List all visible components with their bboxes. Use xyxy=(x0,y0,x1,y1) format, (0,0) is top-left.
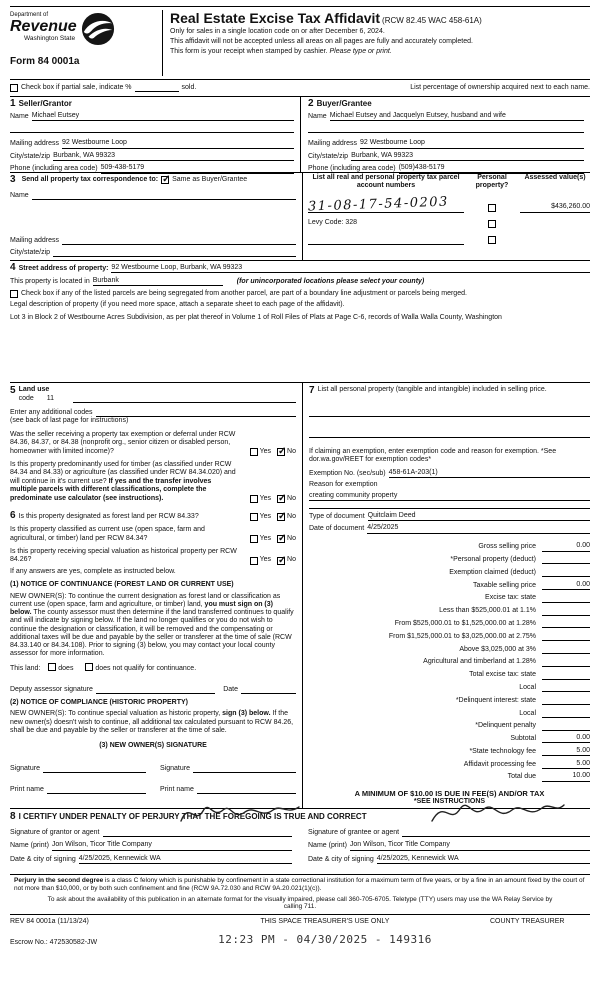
parcel-row-3 xyxy=(308,235,590,245)
section-property-location xyxy=(10,260,590,382)
notice-compliance-title: (2) NOTICE OF COMPLIANCE (HISTORIC PROPERTY) xyxy=(10,698,188,706)
right-column xyxy=(302,383,590,808)
buyer-phone-label: Phone (including area code) xyxy=(308,165,396,173)
exemption-no-label: Exemption No. (sec/sub) xyxy=(309,469,386,477)
located-in-label: This property is located in xyxy=(10,278,90,285)
buyer-section-title: Buyer/Grantee xyxy=(316,99,372,109)
grantee-signature-label: Signature of grantee or agent xyxy=(308,828,400,836)
land-does-qualify-checkbox[interactable] xyxy=(48,663,56,671)
grantee-signature-line[interactable] xyxy=(402,828,590,837)
parcel-number-input[interactable] xyxy=(307,194,464,215)
this-land-row xyxy=(10,663,296,673)
tax-row: Local xyxy=(309,680,590,693)
section7-number: 7 xyxy=(309,385,315,396)
no-label: No xyxy=(287,534,296,542)
tax-row: Affidavit processing fee 5.00 xyxy=(463,759,590,768)
header-note-3: This form is your receipt when stamped by cashier. Please type or print. xyxy=(170,48,392,56)
deputy-assessor-label: Deputy assessor signature xyxy=(10,685,93,693)
header-note-2: This affidavit will not be accepted unless all areas on all pages are fully and accurately completed. xyxy=(170,38,473,46)
rcw-reference: (RCW 82.45 WAC 458-61A) xyxy=(382,16,482,25)
revenue-wordmark: Revenue xyxy=(10,18,77,36)
title-block xyxy=(162,10,590,76)
exemption-no-input[interactable]: 458-61A-203(1) xyxy=(389,469,590,478)
signature-label-2: Signature xyxy=(160,765,190,773)
signature-label-1: Signature xyxy=(10,765,40,773)
dor-block xyxy=(10,10,162,76)
parcel-numbers-header: List all real and personal property tax parcel account numbers xyxy=(312,174,460,190)
page-title: Real Estate Excise Tax Affidavit xyxy=(170,10,381,26)
assessed-values-header: Assessed value(s) xyxy=(524,174,586,181)
buyer-city-label: City/state/zip xyxy=(308,152,349,160)
parcel-row-2 xyxy=(308,219,590,229)
assessed-value-input[interactable]: $436,260.00 xyxy=(520,203,590,213)
minimum-due-note: A MINIMUM OF $10.00 IS DUE IN FEE(S) AND/OR TAX xyxy=(354,788,545,798)
county-treasurer-label: COUNTY TREASURER xyxy=(490,918,565,926)
seller-section-title: Seller/Grantor xyxy=(18,99,72,109)
same-as-buyer-label: Same as Buyer/Grantee xyxy=(172,175,248,183)
tax-row: *Delinquent penalty xyxy=(309,718,590,731)
certify-statement: I CERTIFY UNDER PENALTY OF PERJURY THAT THE FOREGOING IS TRUE AND CORRECT xyxy=(18,812,367,822)
seller-phone-label: Phone (including area code) xyxy=(10,165,98,173)
buyer-section-number: 2 xyxy=(308,98,314,109)
parcel-row-1 xyxy=(307,194,590,215)
dept-of-label: Department of xyxy=(10,12,49,18)
section8-number: 8 xyxy=(10,811,16,823)
personal-property-checkbox-2[interactable] xyxy=(488,220,496,228)
grantor-signature-line[interactable] xyxy=(103,828,292,837)
tax-row: Agricultural and timberland at 1.28% xyxy=(309,654,590,667)
personal-property-intro: List all personal property (tangible and intangible) included in selling price. xyxy=(317,386,547,393)
land-use-label: Land use xyxy=(18,386,50,393)
buyer-name2-input[interactable] xyxy=(308,124,584,133)
does-label: does xyxy=(58,664,74,672)
corr-city-input[interactable] xyxy=(53,248,296,257)
header-note-1: Only for sales in a single location code on or after December 6, 2024. xyxy=(170,28,385,36)
bottom-bar xyxy=(10,914,590,947)
section-correspondence-parcels xyxy=(10,172,590,260)
yes-label: Yes xyxy=(259,512,272,520)
s6-q1-no-checkbox[interactable] xyxy=(277,513,285,521)
yes-label: Yes xyxy=(259,494,272,502)
grantor-date-label: Date & city of signing xyxy=(10,855,76,863)
s5-q1-no-checkbox[interactable] xyxy=(277,448,285,456)
new-owner-signature-title: (3) NEW OWNER(S) SIGNATURE xyxy=(99,742,207,750)
buyer-city-input[interactable]: Burbank, WA 99323 xyxy=(351,152,584,161)
parties-section xyxy=(10,96,590,172)
section-buyer xyxy=(300,97,590,172)
buyer-name-label: Name xyxy=(308,113,327,120)
corr-address-input[interactable] xyxy=(62,236,296,245)
exemption-deferral-question xyxy=(10,431,296,456)
grantee-name-label: Name (print) xyxy=(308,842,347,850)
alternate-format-note: To ask about the availability of this publication in an alternate format for the visually impaired, please call 360-705-6705. Teletype (TTY) users may use the WA Relay Service by calling 711. xyxy=(47,895,553,911)
tax-row: Taxable selling price 0.00 xyxy=(472,580,590,589)
corr-name-input[interactable] xyxy=(32,191,296,200)
partial-percent-input[interactable] xyxy=(135,84,179,92)
partial-sold-label: sold. xyxy=(181,83,197,91)
send-correspondence-label: Send all property tax correspondence to: xyxy=(21,175,159,183)
yes-label: Yes xyxy=(259,447,272,455)
s6-q3-yes-checkbox[interactable] xyxy=(250,557,258,565)
this-land-label: This land: xyxy=(10,664,41,672)
street-address-label: Street address of property: xyxy=(18,264,109,272)
section-certification xyxy=(10,808,590,872)
deputy-assessor-signature-line[interactable] xyxy=(96,685,215,694)
new-owner-signature-line-1[interactable] xyxy=(43,764,146,773)
tax-row: From $1,525,000.01 to $3,025,000.00 at 2.75% xyxy=(309,628,590,641)
section-seller xyxy=(10,97,300,172)
seller-phone-input[interactable]: 509-438-5179 xyxy=(101,164,294,173)
additional-codes-label: Enter any additional codes xyxy=(10,409,93,416)
grantee-signature-image xyxy=(428,795,568,829)
corr-address-label: Mailing address xyxy=(10,236,60,244)
grantor-signature-label: Signature of grantor or agent xyxy=(10,828,100,836)
land-use-code-line[interactable] xyxy=(73,394,296,403)
segregated-checkbox[interactable] xyxy=(10,290,18,298)
exemption-deferral-question-text: Was the seller receiving a property tax exemption or deferral under RCW 84.36, 84.37, or 84.38 (nonprofit org., senior citizen or disabled person, homeowner with limited income)? xyxy=(10,430,236,455)
s6-q3-no-checkbox[interactable] xyxy=(277,557,285,565)
tax-row: From $525,000.01 to $1,525,000.00 at 1.28% xyxy=(309,616,590,629)
timber-agriculture-question-text: Is this property predominantly used for timber (as classified under RCW 84.34 and 84.33) or agriculture (as classified under RCW 84.34.020) and will continue in it's current use? If yes and the transfer involves multiple parcels with different classifications, complete the predominate use calculator (see instructions). xyxy=(10,460,236,502)
left-column xyxy=(10,383,302,808)
cashier-stamp: 12:23 PM - 04/30/2025 - 149316 xyxy=(218,932,432,946)
no-label: No xyxy=(287,556,296,564)
handwritten-parcel-number: 31-08-17-54-0203 xyxy=(307,194,450,215)
no-label: No xyxy=(287,494,296,502)
new-owner-print-name-1[interactable] xyxy=(47,785,146,794)
tax-row: Total excise tax: state xyxy=(309,667,590,680)
type-of-document-label: Type of document xyxy=(309,512,365,520)
tax-row: Total due 10.00 xyxy=(507,772,590,781)
historic-property-question-text: Is this property receiving special valuation as historical property per RCW 84.26? xyxy=(10,548,237,564)
partial-sale-label: Check box if partial sale, indicate % xyxy=(21,83,132,91)
street-address-input[interactable]: 92 Westbourne Loop, Burbank, WA 99323 xyxy=(111,264,590,273)
date-of-document-label: Date of document xyxy=(309,525,365,533)
perjury-notice: Perjury in the second degree is a class C felony which is punishable by confinement in a state correctional institution for a maximum term of five years, or by a fine in an amount fixed by the court of not more than $10,000, or by both such confinement and fine (RCW 9A.72.030 and RCW 9A.20.021(1)(c)). xyxy=(10,874,590,894)
partial-sale-row xyxy=(10,80,590,96)
yes-label: Yes xyxy=(259,556,272,564)
forest-land-question-text: 6 Is this property designated as forest land per RCW 84.33? xyxy=(10,509,199,521)
buyer-phone-input[interactable]: (509)438-5179 xyxy=(399,164,584,173)
escrow-number: Escrow No.: 472530582-JW xyxy=(10,938,98,946)
personal-property-checkbox-3[interactable] xyxy=(488,236,496,244)
tax-computation xyxy=(309,539,590,782)
grantee-date-input[interactable]: 4/25/2025, Kennewick WA xyxy=(377,855,590,864)
new-owner-print-name-2[interactable] xyxy=(197,785,296,794)
legal-description-text: Lot 3 in Block 2 of Westbourne Acres Subdivision, as per plat thereof in Volume 1 of Roll Files of Plats at Page C-6, records of Walla Walla County, Washington xyxy=(10,314,502,322)
timber-agriculture-question xyxy=(10,461,296,503)
same-as-buyer-checkbox[interactable] xyxy=(161,176,169,184)
land-does-not-qualify-checkbox[interactable] xyxy=(85,663,93,671)
no-label: No xyxy=(287,512,296,520)
any-answers-note: If any answers are yes, complete as instructed below. xyxy=(10,567,176,575)
s6-q2-yes-checkbox[interactable] xyxy=(250,535,258,543)
tax-row: Gross selling price 0.00 xyxy=(478,542,590,551)
rev-number: REV 84 0001a (11/13/24) xyxy=(10,918,89,926)
tax-row: *State technology fee 5.00 xyxy=(469,746,590,755)
form-number: Form 84 0001a xyxy=(10,56,80,68)
legal-description-label: Legal description of property (if you need more space, attach a separate sheet to each page of the affidavit). xyxy=(10,300,345,308)
tax-row: Excise tax: state xyxy=(309,590,590,603)
land-use-code-input[interactable]: 11 xyxy=(46,395,55,402)
personal-property-line-1[interactable] xyxy=(309,408,590,417)
grantor-date-input[interactable]: 4/25/2025, Kennewick WA xyxy=(79,855,292,864)
seller-section-number: 1 xyxy=(10,98,16,109)
seller-city-label: City/state/zip xyxy=(10,152,51,160)
personal-property-header: Personal property? xyxy=(475,174,509,190)
corr-name-label: Name xyxy=(10,191,29,199)
levy-code-field[interactable]: Levy Code: 328 xyxy=(308,219,358,227)
mid-columns xyxy=(10,382,590,808)
s5-q2-no-checkbox[interactable] xyxy=(277,495,285,503)
current-use-question-text: Is this property classified as current use (open space, farm and agricultural, or timber) land per RCW 84.34? xyxy=(10,526,205,542)
exemption-claim-note: If claiming an exemption, enter exemption code and reason for exemption. *See dor.wa.gov/REET for exemption codes* xyxy=(309,448,557,464)
tax-row: *Delinquent interest: state xyxy=(309,692,590,705)
section3-number: 3 xyxy=(10,174,16,185)
grantor-name-label: Name (print) xyxy=(10,842,49,850)
grantor-signature-image xyxy=(175,797,305,829)
print-name-label-2: Print name xyxy=(160,786,194,794)
tax-row: *Personal property (deduct) xyxy=(309,552,590,565)
historic-property-question xyxy=(10,548,296,565)
does-not-label: does not qualify for continuance. xyxy=(95,664,197,672)
s5-q1-yes-checkbox[interactable] xyxy=(250,448,258,456)
section4-number: 4 xyxy=(10,262,16,273)
yes-label: Yes xyxy=(259,534,272,542)
buyer-name-input[interactable]: Michael Eutsey and Jacquelyn Eutsey, husband and wife xyxy=(330,112,584,121)
seller-name-label: Name xyxy=(10,113,29,120)
current-use-question xyxy=(10,526,296,543)
parcel-table xyxy=(302,173,590,260)
deputy-date-label: Date xyxy=(223,685,238,693)
correspondence-block xyxy=(10,173,302,260)
seller-city-input[interactable]: Burbank, WA 99323 xyxy=(53,152,294,161)
doc-divider xyxy=(309,508,590,509)
print-name-label-1: Print name xyxy=(10,786,44,794)
forest-land-question xyxy=(10,511,296,521)
ownership-percent-note: List percentage of ownership acquired next to each name. xyxy=(410,83,590,91)
seller-name2-input[interactable] xyxy=(10,124,294,133)
tax-row: Subtotal 0.00 xyxy=(510,734,590,743)
treasurer-space-label: THIS SPACE TREASURER'S USE ONLY xyxy=(260,918,390,926)
assessed-value-input-3[interactable] xyxy=(520,235,590,245)
date-of-document-input[interactable]: 4/25/2025 xyxy=(367,524,590,533)
seller-address-input[interactable]: 92 Westbourne Loop xyxy=(62,139,294,148)
tax-row: Less than $525,000.01 at 1.1% xyxy=(309,603,590,616)
tax-row: Local xyxy=(309,705,590,718)
s6-q1-yes-checkbox[interactable] xyxy=(250,513,258,521)
tax-row: Above $3,025,000 at 3% xyxy=(309,641,590,654)
notice-continuance-title: (1) NOTICE OF CONTINUANCE (FOREST LAND OR CURRENT USE) xyxy=(10,581,234,589)
parcel-number-input-3[interactable] xyxy=(308,235,464,245)
tax-row: Exemption claimed (deduct) xyxy=(309,564,590,577)
buyer-address-label: Mailing address xyxy=(308,140,358,148)
see-instructions-note: *SEE INSTRUCTIONS xyxy=(413,797,486,805)
deputy-date-line[interactable] xyxy=(241,685,296,694)
grantor-name-input[interactable]: Jon Wilson, Ticor Title Company xyxy=(52,841,292,850)
segregated-label: Check box if any of the listed parcels are being segregated from another parcel, are part of a boundary line adjustment or parcels being merged. xyxy=(21,290,467,298)
buyer-address-input[interactable]: 92 Westbourne Loop xyxy=(360,139,584,148)
dor-logo-icon xyxy=(81,12,115,49)
no-label: No xyxy=(287,447,296,455)
parcel-table-headers xyxy=(308,174,590,191)
s5-q2-yes-checkbox[interactable] xyxy=(250,495,258,503)
section5-number: 5 xyxy=(10,385,16,396)
personal-property-line-2[interactable] xyxy=(309,429,590,438)
partial-sale-checkbox[interactable] xyxy=(10,84,18,92)
see-back-note: (see back of last page for instructions) xyxy=(10,417,129,425)
reason-exemption-label: Reason for exemption xyxy=(309,481,378,489)
located-in-input[interactable]: Burbank xyxy=(93,277,223,286)
s6-q2-no-checkbox[interactable] xyxy=(277,535,285,543)
corr-city-label: City/state/zip xyxy=(10,248,51,256)
reason-exemption-input[interactable]: creating community property xyxy=(309,492,590,501)
land-use-code-label: code xyxy=(18,395,34,402)
form-header xyxy=(10,7,590,79)
seller-address-label: Mailing address xyxy=(10,140,60,148)
seller-name-input[interactable]: Michael Eutsey xyxy=(32,112,294,121)
notice-continuance-body: NEW OWNER(S): To continue the current designation as forest land or classification as current use (open space, farm and agriculture, or timber) land, you must sign on (3) below. The county assessor must then determine if the land transferred continues to qualify and will indicate by signing below. If the land no longer qualifies or you do not wish to continue the designation or classification, it will be removed and the compensating or additional taxes will be due and payable by the seller or transferer at the time of sale (RCW 84.33.140 or 84.34.108). Prior to signing (3) below, you may contact your local county assessor for more information. xyxy=(10,592,294,658)
personal-property-checkbox-1[interactable] xyxy=(488,204,496,212)
assessed-value-input-2[interactable] xyxy=(520,219,590,229)
washington-state-label: Washington State xyxy=(24,35,76,43)
type-of-document-input[interactable]: Quitclaim Deed xyxy=(368,512,590,521)
grantee-name-input[interactable]: Jon Wilson, Ticor Title Company xyxy=(350,841,590,850)
new-owner-signature-line-2[interactable] xyxy=(193,764,296,773)
notice-compliance-body: NEW OWNER(S): To continue special valuation as historic property, sign (3) below. If the new owner(s) doesn't wish to continue, all additional tax calculated pursuant to RCW 84.26, shall be due and payable by the seller or transferer at the time of sale. xyxy=(10,710,294,734)
grantee-date-label: Date & city of signing xyxy=(308,855,374,863)
county-note: (for unincorporated locations please select your county) xyxy=(236,278,425,285)
additional-codes-input[interactable] xyxy=(96,408,297,417)
